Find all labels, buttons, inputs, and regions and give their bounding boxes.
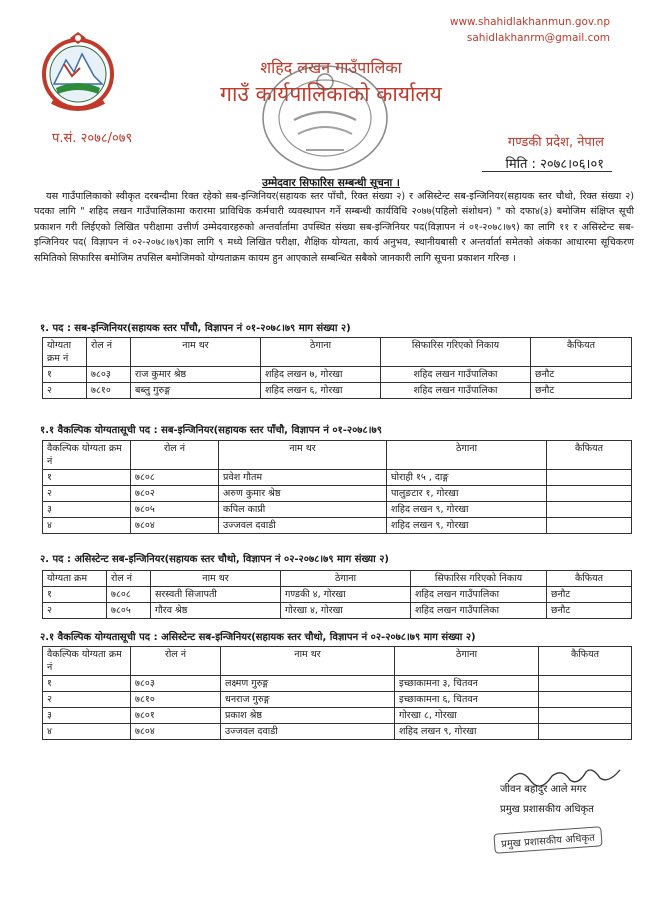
table-header-cell: योग्यता क्रम नं (43, 338, 87, 367)
table-cell: गण्डकी ४, गोरखा (281, 587, 411, 603)
office-name: गाउँ कार्यपालिकाको कार्यालय (220, 82, 442, 106)
table-cell (547, 518, 632, 534)
table-cell: ७८०५ (107, 603, 151, 619)
section-2-1-title: २.१ वैकल्पिक योग्यतासूची पद : असिस्टेन्ट सब-इन्जिनियर(सहायक स्तर चौथो, विज्ञापन नं ०२-२०७८।७९ माग संख्या २) (40, 632, 476, 643)
table-cell: उज्जवल दवाडी (221, 724, 395, 740)
table-cell: छनौट (547, 587, 632, 603)
section-1-1-table (42, 440, 632, 534)
table-cell: २ (43, 383, 87, 399)
table-cell: ७८०२ (131, 486, 219, 502)
table-cell: ७८०४ (131, 518, 219, 534)
office-seal-icon (258, 60, 392, 176)
section-2-table (42, 570, 632, 619)
table-header-cell: कैफियत (547, 441, 632, 470)
section-2-title: २. पद : असिस्टेन्ट सब-इन्जिनियर(सहायक स्तर चौथो, विज्ञापन नं ०२-२०७८।७९ माग संख्या २) (40, 554, 389, 565)
table-cell: शहिद लखन गाउँपालिका (381, 367, 531, 383)
date-underline (482, 171, 612, 172)
table-header-cell: कैफियत (531, 338, 632, 367)
table-header-row (43, 441, 632, 470)
table-cell: ७८०३ (87, 367, 131, 383)
notice-date: मिति : २०७८।०६।०१ (505, 157, 604, 172)
table-header-cell: नाम थर (221, 647, 395, 676)
table-cell: ३ (43, 502, 131, 518)
table-header-cell: नाम थर (219, 441, 387, 470)
section-1-title: १. पद : सब-इन्जिनियर(सहायक स्तर पाँचौ, विज्ञापन नं ०१-२०७८।७९ माग संख्या २) (40, 323, 351, 334)
table-cell: उज्जवल दवाडी (219, 518, 387, 534)
table-row (43, 603, 632, 619)
table-cell: १ (43, 587, 107, 603)
table-row (43, 502, 632, 518)
table-header-cell: ठेगाना (395, 647, 539, 676)
table-row (43, 470, 632, 486)
table-cell (539, 676, 632, 692)
table-cell: ७८०८ (131, 470, 219, 486)
table-cell: गोरखा ४, गोरखा (281, 603, 411, 619)
table-cell: प्रकाश श्रेष्ठ (221, 708, 395, 724)
table-header-cell: कैफियत (547, 571, 632, 587)
table-row (43, 724, 632, 740)
table-header-cell: सिफारिस गरिएको निकाय (411, 571, 547, 587)
table-row (43, 692, 632, 708)
table-cell: इच्छाकामना ६, चितवन (395, 692, 539, 708)
table-header-cell: ठेगाना (261, 338, 381, 367)
table-row (43, 383, 632, 399)
signatory-name: जीवन बहादुर आले मगर (500, 784, 587, 795)
table-row (43, 518, 632, 534)
table-cell: ३ (43, 708, 131, 724)
table-header-cell: ठेगाना (387, 441, 547, 470)
table-header-cell: रोल नं (107, 571, 151, 587)
table-cell: राज कुमार श्रेष्ठ (131, 367, 261, 383)
reference-number: प.सं. २०७८/०७९ (52, 131, 133, 146)
table-cell: ४ (43, 724, 131, 740)
notice-title: उम्मेदवार सिफारिस सम्बन्धी सूचना । (262, 177, 400, 189)
table-cell: ७८०४ (131, 724, 221, 740)
table-cell (539, 708, 632, 724)
table-cell: २ (43, 692, 131, 708)
table-cell: ७८०३ (131, 676, 221, 692)
table-cell: शहिद लखन ६, गोरखा (261, 383, 381, 399)
section-1-1-title: १.१ वैकल्पिक योग्यतासूची पद : सब-इन्जिनियर(सहायक स्तर पाँचौ, विज्ञापन नं ०१-२०७८।७९ (40, 425, 382, 436)
email-link[interactable]: sahidlakhanrm@gmail.com (466, 32, 610, 44)
table-header-cell: वैकल्पिक योग्यता क्रम नं (43, 441, 131, 470)
table-header-cell: ठेगाना (281, 571, 411, 587)
notice-body: यस गाउँपालिकाको स्वीकृत दरबन्दीमा रिक्त रहेको सब-इन्जिनियर(सहायक स्तर पाँचौ, रिक्त संख्या २) र असिस्टेन्ट सब-इन्जिनियर(सहायक स्तर चौथो, रिक्त संख्या २) पदका लागि " शहिद लखन गाउँपालिकामा करारमा प्राविधिक कर्मचारी व्यवस्थापन गर्ने सम्बन्धी कार्यविधि २०७७(पहिलो संशोधन) " को दफा४(३) बमोजिम संक्षिप्त सूची प्रकाशन गरी लिईएको लिखित परीक्षामा उत्तीर्ण उम्मेदवारहरुको अन्तर्वार्तामा उपस्थित संख्या सब-इन्जिनियर पद(विज्ञापन नं ०१-२०७८।७९) का लागि ११ र असिस्टेन्ट सब-इन्जिनियर पद( विज्ञापन नं ०२-२०७८।७९)का लागि ९ मध्ये लिखित परीक्षा, शैक्षिक योग्यता, कार्य अनुभव, स्थानीयबासी र अन्तर्वार्ता समेतको अंकका आधारमा सूचिकरण समितिको सिफारिस बमोजिम तपसिल बमोजिमको योग्यताक्रम कायम हुन आएकाले सम्बन्धित सबैको जानकारी लागि सूचना प्रकाशन गरिन्छ । (34, 191, 634, 264)
table-row (43, 367, 632, 383)
table-cell: शहिद लखन ९, गोरखा (387, 502, 547, 518)
table-row (43, 676, 632, 692)
section-2-1-table (42, 646, 632, 740)
table-header-cell: नाम थर (151, 571, 281, 587)
table-cell: छनौट (547, 603, 632, 619)
table-cell (547, 502, 632, 518)
table-cell: छनौट (531, 383, 632, 399)
table-header-cell: वैकल्पिक योग्यता क्रम नं (43, 647, 131, 676)
table-cell: १ (43, 676, 131, 692)
table-cell: ७८१० (131, 692, 221, 708)
table-row (43, 486, 632, 502)
table-row (43, 587, 632, 603)
table-cell (539, 724, 632, 740)
table-header-cell: रोल नं (87, 338, 131, 367)
municipality-name: शहिद लखन गाउँपालिका (260, 58, 402, 77)
contact-info (450, 14, 610, 46)
table-header-row (43, 571, 632, 587)
table-cell (539, 692, 632, 708)
table-header-row (43, 647, 632, 676)
table-cell: शहिद लखन गाउँपालिका (381, 383, 531, 399)
table-cell: इच्छाकामना ३, चितवन (395, 676, 539, 692)
table-cell: लक्ष्मण गुरुङ्ग (221, 676, 395, 692)
table-cell: प्रवेश गौतम (219, 470, 387, 486)
table-cell: ४ (43, 518, 131, 534)
province-name: गण्डकी प्रदेश, नेपाल (507, 135, 604, 150)
table-cell: अरुण कुमार श्रेष्ठ (219, 486, 387, 502)
table-cell: ७८०१ (131, 708, 221, 724)
table-cell: शहिद लखन गाउँपालिका (411, 603, 547, 619)
table-cell: शहिद लखन ९, गोरखा (395, 724, 539, 740)
table-cell: १ (43, 470, 131, 486)
designation-stamp: प्रमुख प्रशासकीय अधिकृत (493, 826, 602, 853)
table-cell: शहिद लखन गाउँपालिका (411, 587, 547, 603)
signatory-title: प्रमुख प्रशासकीय अधिकृत (500, 804, 594, 815)
table-cell: ७८०५ (131, 502, 219, 518)
table-row (43, 708, 632, 724)
section-1-table (42, 337, 632, 399)
table-cell: कपिल काप्री (219, 502, 387, 518)
table-cell (547, 470, 632, 486)
table-cell: पालुङटार १, गोरखा (387, 486, 547, 502)
table-header-cell: कैफियत (539, 647, 632, 676)
table-header-cell: सिफारिस गरिएको निकाय (381, 338, 531, 367)
website-link[interactable]: www.shahidlakhanmun.gov.np (449, 16, 610, 28)
table-cell: ७८१० (87, 383, 131, 399)
table-cell: ७८०८ (107, 587, 151, 603)
table-cell: बब्लु गुरुङ्ग (131, 383, 261, 399)
table-cell: २ (43, 603, 107, 619)
table-header-cell: योग्यता क्रम (43, 571, 107, 587)
table-header-cell: रोल नं (131, 647, 221, 676)
table-header-cell: नाम थर (131, 338, 261, 367)
table-cell: धनराज गुरुङ्ग (221, 692, 395, 708)
table-cell: शहिद लखन ७, गोरखा (261, 367, 381, 383)
table-cell: २ (43, 486, 131, 502)
table-cell: १ (43, 367, 87, 383)
table-cell (547, 486, 632, 502)
table-header-row (43, 338, 632, 367)
table-cell: गोरखा ८, गोरखा (395, 708, 539, 724)
table-cell: घोराही १५ , दाङ्ग (387, 470, 547, 486)
table-cell: गौरव श्रेष्ठ (151, 603, 281, 619)
table-cell: सरस्वती सिजापती (151, 587, 281, 603)
table-cell: छनौट (531, 367, 632, 383)
table-cell: शहिद लखन ९, गोरखा (387, 518, 547, 534)
table-header-cell: रोल नं (131, 441, 219, 470)
